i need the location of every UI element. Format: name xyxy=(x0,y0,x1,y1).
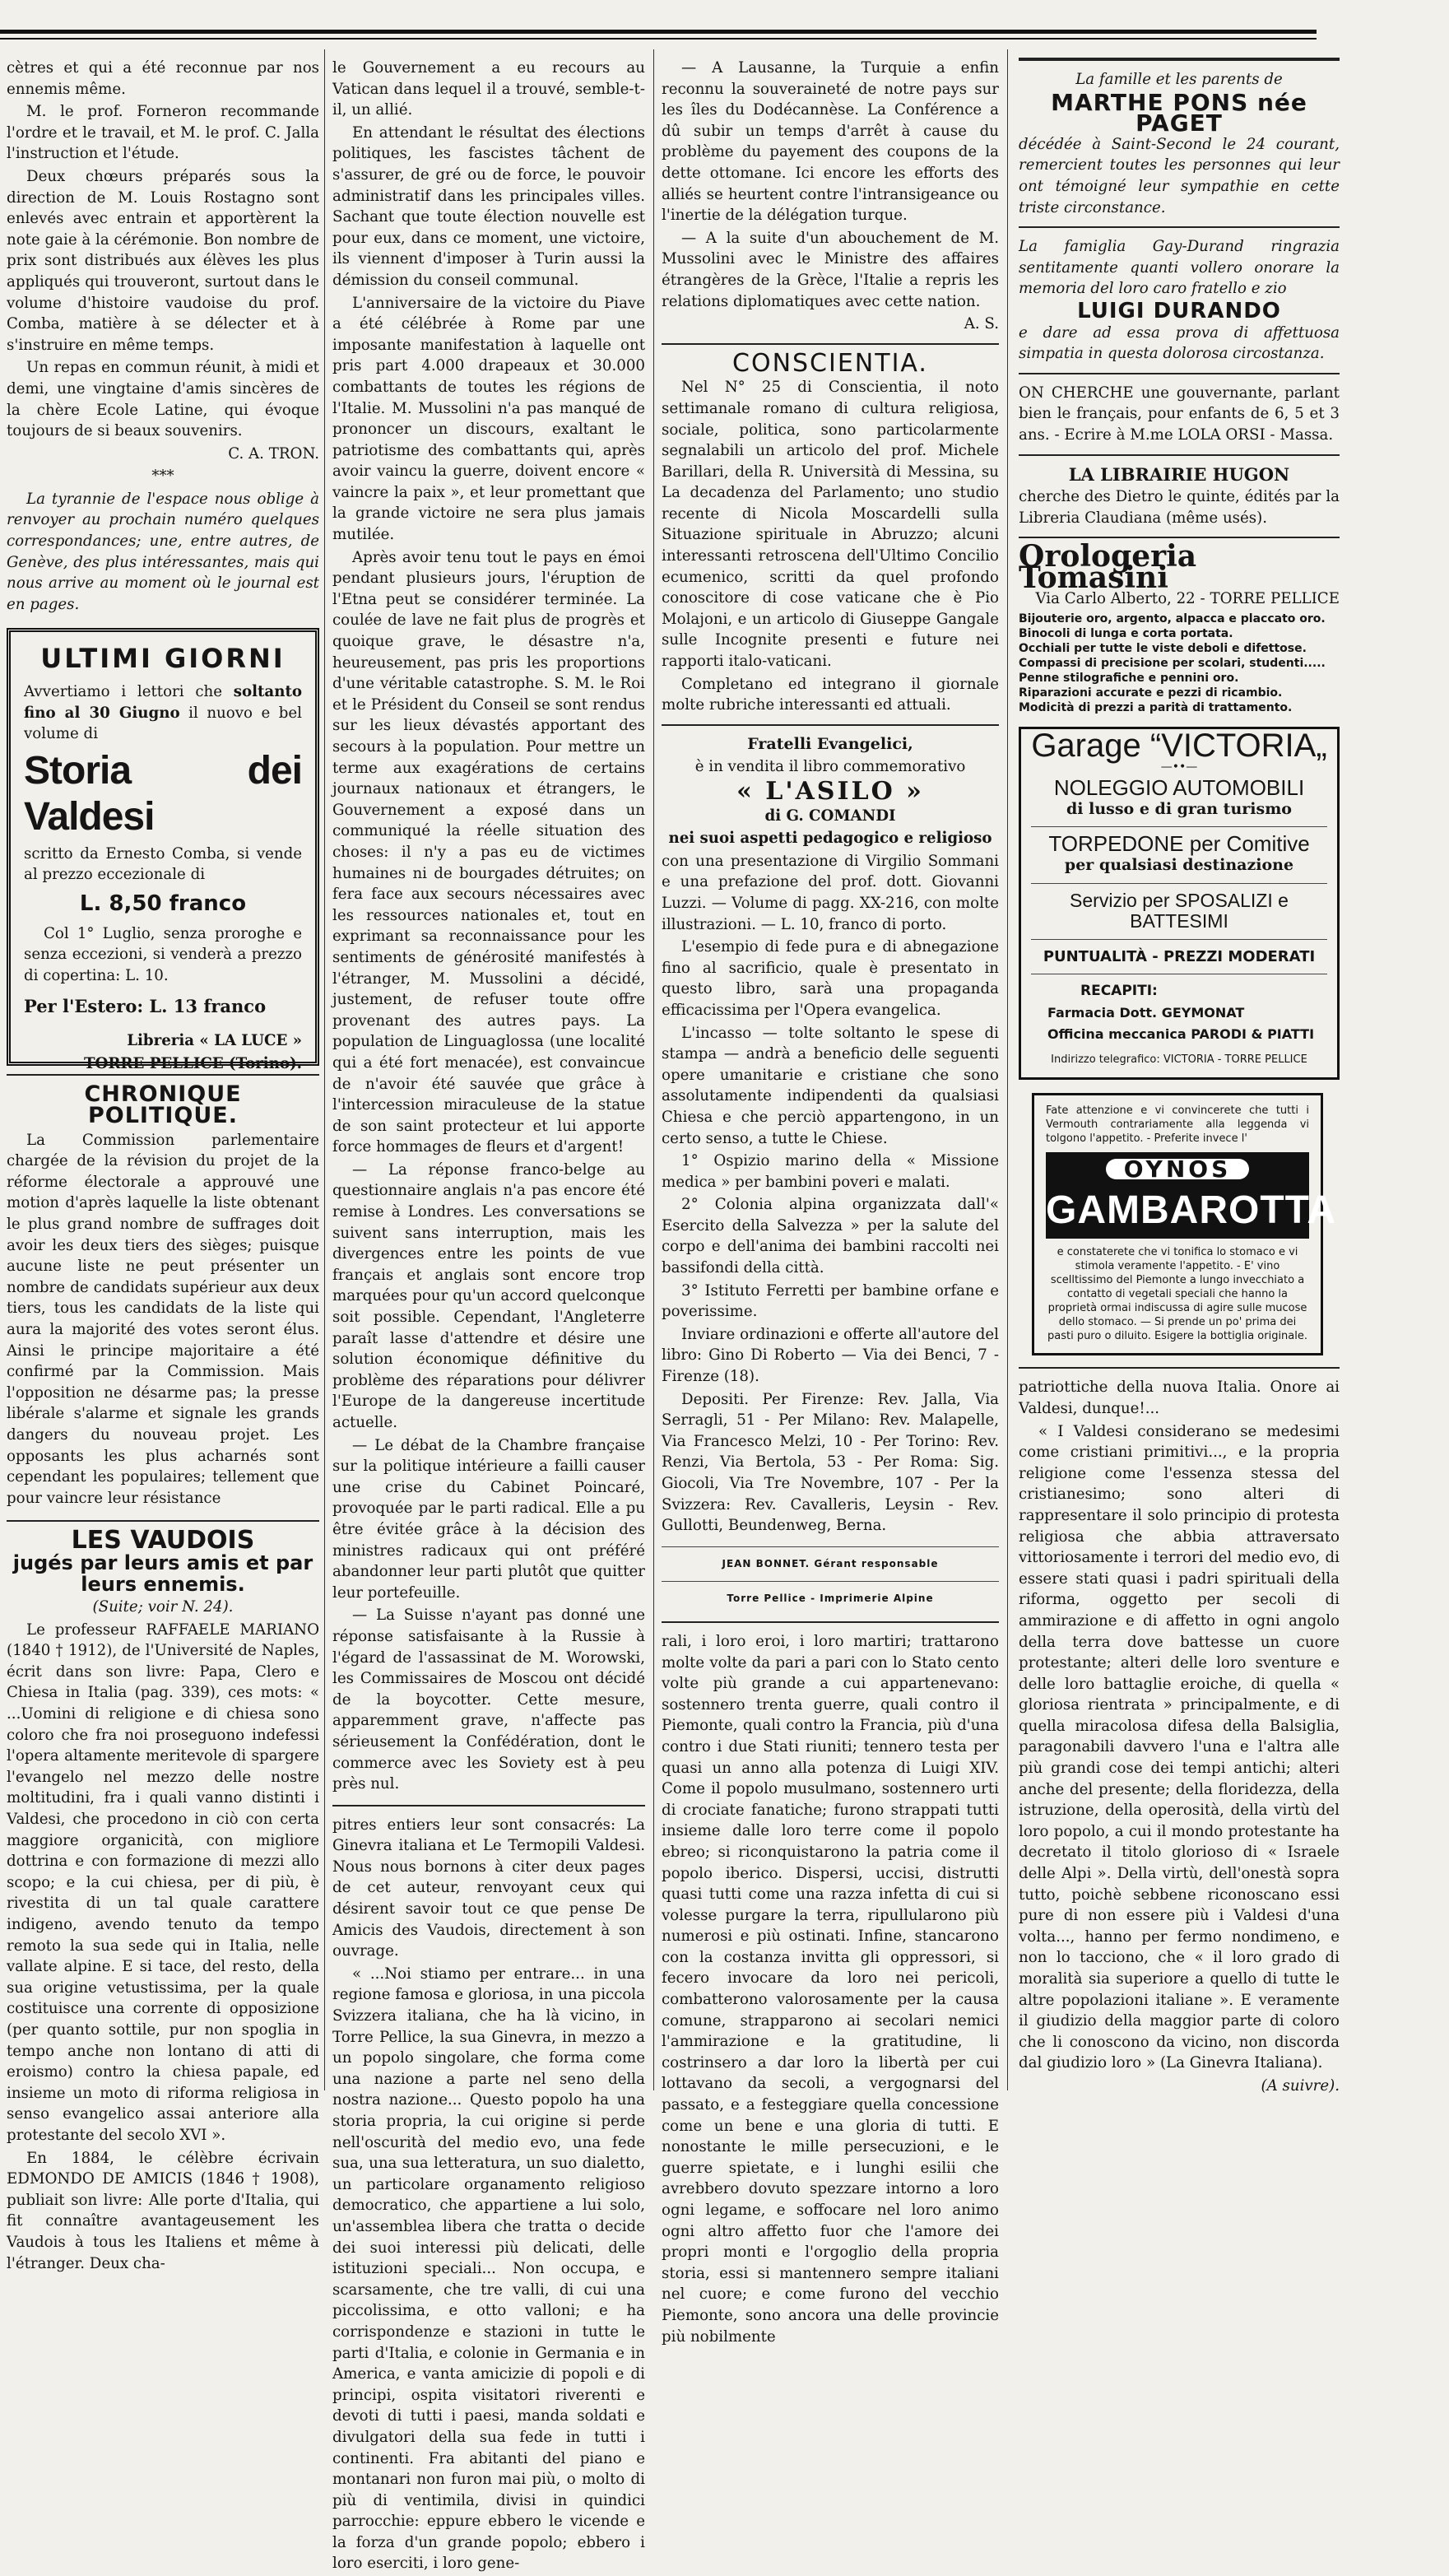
ad-text: Fate attenzione e vi convincerete che tutti i Vermouth contrariamente alla leggenda vi tolgono l'appetito. - Preferite invece l' xyxy=(1046,1104,1309,1145)
divider xyxy=(662,724,999,726)
paragraph: L'anniversaire de la victoire du Piave a été célébrée à Rome par une imposante manifestation à laquelle ont pris part 4.000 drapeaux et 30.000 combattants de toutes les régions de l'Italie. M. Mussolini n'a pas manqué de prononcer un discours, exaltant le patriotisme des combattants qui, après avoir vaincu la guerre, doivent encore « vaincre la paix », et leur promettant que la grande victoire ne sera plus jamais mutilée. xyxy=(332,294,645,544)
paragraph: — La Suisse n'ayant pas donné une réponse satisfaisante à la Russie à l'égard de l'assassinat de M. Worowski, les Commissaires de Moscou ont décidé de la boycotter. Cette mesure, apparemment grave, n'affecte pas sérieusement la Confédération, dont le commerce avec les Soviety est à peu près nul. xyxy=(332,1607,645,1793)
column-3 xyxy=(662,58,999,2349)
ad-heading: Orologeria Tomasini xyxy=(1019,539,1197,595)
top-rule-thin xyxy=(0,38,1317,40)
section-title: LES VAUDOIS xyxy=(71,1526,255,1555)
section-subtitle: jugés par leurs amis et par leurs ennemis. xyxy=(12,1551,313,1596)
paragraph: rali, i loro eroi, i loro martiri; trattarono molte volte da pari a pari con lo Stato cento volte più grande a cui appartenevano: sostennero trenta guerre, quali contro il Piemonte, quali contro la Francia, più d'una contro i due Stati riuniti; tennero testa per quasi un anno alla potenza di Luigi XIV. Come il popolo musulmano, sostennero urti di crociate fanatiche; furono strappati tutti insieme dalle loro terre come il popolo ebreo; si riconquistarono la patria come il popolo iberico. Dispersi, uccisi, distrutti quasi tutti come una razza infetta di cui si volesse purgare la terra, ripullularono più numerosi e più ostinati. Infine, stancarono con la costanza invitta gli oppressori, si fecero invocare da loro nei pericoli, combatterono valorosamente per la causa comune, strapparono ai secolari nemici l'ammirazione e la gratitudine, li costrinsero a dar loro la libertà per cui lottavano da secoli, a vergognarsi del passato, e a festeggiare quella concessione come un bene e una gloria di tutti. E nonostante le mille persecuzioni, e le guerre spietate, e i lunghi esilii che avrebbero dovuto spezzare intorno a loro ogni legame, e soffocare nel loro animo ogni altro affetto fuor che l'amore dei propri monti e l'orgoglio della propria storia, essi si mantennero sempre italiani nel cuore; e come furono del vecchio Piemonte, sono ancora una delle provincie più nobilmente xyxy=(662,1632,999,2346)
classified-ad: ON CHERCHE une gouvernante, parlant bien le français, pour enfants de 6, 5 et 3 ans. - Ecrire à M.me LOLA ORSI - Massa. xyxy=(1019,384,1340,444)
separator-stars: *** xyxy=(151,467,174,486)
paragraph: cètres et qui a été reconnue par nos ennemis même. xyxy=(7,59,319,98)
divider xyxy=(1019,454,1340,456)
divider xyxy=(662,1546,999,1547)
ad-list-item: Bijouterie oro, argento, alpacca e placcato oro. xyxy=(1019,612,1326,626)
ad-list-item: Compassi di precisione per scolari, studenti..... xyxy=(1019,657,1326,671)
column-divider xyxy=(653,49,654,2090)
ad-address: Via Carlo Alberto, 22 - TORRE PELLICE xyxy=(1035,590,1340,608)
paragraph: — Le débat de la Chambre française sur la politique intérieure a failli causer une crise du Cabinet Poincaré, provoquée par le parti radical. Elle a pu être évitée grâce à la décision des ministres radicaux qui ont préféré abandonner leur parti plutôt que quitter leur portefeuille. xyxy=(332,1436,645,1602)
ad-text-part: il nuovo e bel volume di xyxy=(24,704,302,743)
ornament: —••— xyxy=(1160,760,1198,774)
ad-text: Col 1° Luglio, senza proroghe e senza eccezioni, si venderà a prezzo di copertina: L. 10. xyxy=(24,924,302,984)
ad-line: Servizio per SPOSALIZI e BATTESIMI xyxy=(1070,889,1289,932)
ad-list-item: Riparazioni accurate e pezzi di ricambio. xyxy=(1019,686,1283,700)
ad-line: Farmacia Dott. GEYMONAT xyxy=(1047,1005,1245,1021)
ad-text-bold: soltanto fino al 30 Giugno xyxy=(24,683,302,722)
ad-text: scritto da Ernesto Comba, si vende al prezzo eccezionale di xyxy=(24,844,302,884)
ad-title: ULTIMI GIORNI xyxy=(40,643,286,675)
ad-list-item: Modicità di prezzi a parità di trattamento. xyxy=(1019,701,1293,715)
editorial-note: La tyrannie de l'espace nous oblige à renvoyer au prochain numéro quelques correspondances; une, entre autres, de Genève, des plus intéressantes, mais qui nous arrive au moment où le journal est en pages. xyxy=(7,490,319,613)
paragraph: L'esempio di fede pura e di abnegazione fino al sacrificio, quale è presentato in questo libro, sarà una propaganda efficacissima per l'Opera evangelica. xyxy=(662,938,999,1019)
paragraph: Inviare ordinazioni e offerte all'autore del libro: Gino Di Roberto — Via dei Benci, 7 - Firenze (18). xyxy=(662,1325,999,1386)
book-title: Storia dei Valdesi xyxy=(24,748,302,839)
paragraph: Deux chœurs préparés sous la direction de M. Louis Rostagno sont enlevés avec entrain et apportèrent la note gaie à la cérémonie. Bon nombre de prix sont distribués aux élèves les plus appliqués qui trouveront, surtout dans le volume d'histoire vaudoise du prof. Comba, matière à se délecter et à s'instruire en même temps. xyxy=(7,167,319,354)
paragraph: M. le prof. Forneron recommande l'ordre et le travail, et M. le prof. C. Jalla l'instruction et l'étude. xyxy=(7,103,319,163)
ad-address: TORRE PELLICE (Torino). xyxy=(83,1054,302,1072)
ad-line: per qualsiasi destinazione xyxy=(1064,856,1294,875)
paragraph: con una presentazione di Virgilio Sommani e una prefazione del prof. dott. Giovanni Luzzi. — Volume di pagg. XX-216, con molte illustrazioni. — L. 10, franco di porto. xyxy=(662,852,999,933)
ad-line: RECAPITI: xyxy=(1080,983,1158,1000)
section-title: CONSCIENTIA. xyxy=(732,348,928,378)
ad-ultimi-giorni xyxy=(7,628,319,1072)
divider xyxy=(332,1805,645,1806)
paragraph: patriottiche della nuova Italia. Onore ai Valdesi, dunque!... xyxy=(1019,1379,1340,1417)
ad-line: PUNTUALITÀ - PREZZI MODERATI xyxy=(1043,947,1316,965)
column-4 xyxy=(1019,58,1340,2099)
brand-band xyxy=(1046,1152,1337,1239)
paragraph: — A Lausanne, la Turquie a enfin reconnu la souveraineté de notre pays sur les îles du Dodécannèse. La Conférence a dû subir un temps d'arrêt à cause du problème du payement des coupons de la dette ottomane. Ici encore les efforts des alliés se heurtent contre l'intransigeance ou l'inertie de la délégation turque. xyxy=(662,59,999,225)
paragraph: Nel N° 25 di Conscientia, il noto settimanale romano di cultura religiosa, sociale, politica, sono particolarmente segnalabili un articolo del prof. Michele Barillari, della R. Università di Messina, su La decadenza del Parlamento; uno studio recente di Nicola Moscardelli sulla Situazione spirituale in Abruzzo; alcuni interessanti retroscena dell'Ultimo Concilio ecumenico, scritti da quel profondo conoscitore di cose vaticane che è Pio Molajoni, e un articolo di Giuseppe Gangale sulle Incognite presenti e future nei rapporti italo-vaticani. xyxy=(662,379,999,671)
notice-name: MARTHE PONS née PAGET xyxy=(1051,88,1307,137)
paragraph: pitres entiers leur sont consacrés: La Ginevra italiana et Le Termopili Valdesi. Nous nous bornons à citer deux pages de cet auteur, renvoyant ceux qui désirent savoir tout ce que pense De Amicis des Vaudois, directement à son ouvrage. xyxy=(332,1816,645,1960)
paragraph: — La réponse franco-belge au questionnaire anglais n'a pas encore été remise à Londres. Les conversations se suivent sans interruption, mais les divergences entre les points de vue français et anglais sont encore trop marquées pour qu'un accord quelconque soit possible. Cependant, l'Angleterre paraît lasse d'attendre et désire une solution économique définitive du problème des réparations pour délivrer l'Europe de la dangereuse incertitude actuelle. xyxy=(332,1160,645,1431)
ad-price-abroad: Per l'Estero: L. 13 franco xyxy=(24,996,267,1017)
paragraph: Un repas en commun réunit, à midi et demi, une vingtaine d'amis sincères de la chère Ecole Latine, qui évoque toujours de si beaux souvenirs. xyxy=(7,359,319,440)
to-be-continued: (A suivre). xyxy=(1261,2076,1340,2095)
suite-note: (Suite; voir N. 24). xyxy=(92,1598,234,1616)
ad-list xyxy=(1019,611,1340,715)
ad-heading: Garage “VICTORIA„ xyxy=(1031,728,1327,765)
book-subtitle: nei suoi aspetti pedagogico e religioso xyxy=(668,830,992,848)
paragraph: Après avoir tenu tout le pays en émoi pendant plusieurs jours, l'éruption de l'Etna peut se considérer terminée. La coulée de lave ne fait plus de progrès et quoique grave, le désastre n'a, heureusement, pas pris les proportions d'une véritable catastrophe. S. M. le Roi et le Président du Conseil se sont rendus sur les lieux dévastés apportant des secours à la population. Pour mettre un terme aux exagérations de certains journaux nationaux et étrangers, le Gouvernement a exposé dans un communiqué la réelle situation des choses: il n'y a pas eu de victimes humaines ni de bourgades détruites; on fera face aux secours nécessaires avec les ressources nationales et, tout en exprimant sa reconnaissance pour les sentiments de générosité manifestés à l'étranger, M. Mussolini a décidé, justement, de refuser toute offre provenant des autres pays. La population de Linguaglossa (une localité qui a été fort menacée), est convaincue de n'avoir été sauvée que grâce à l'intercession miraculeuse de la statue de son saint protecteur et lui apporte force hommages de fleurs et d'argent! xyxy=(332,548,645,1156)
ad-publisher: Libreria « LA LUCE » xyxy=(127,1031,302,1049)
gerant-line: JEAN BONNET. Gérant responsable xyxy=(722,1557,939,1569)
ad-heading: Fratelli Evangelici, xyxy=(747,734,913,753)
ad-list-item: Occhiali per tutte le viste deboli e difettose. xyxy=(1019,642,1307,656)
paragraph: « ...Noi stiamo per entrare... in una regione famosa e gloriosa, in una piccola Svizzera italiana, che ha là vicino, in Torre Pellice, la sua Ginevra, in mezzo a un popolo singolare, che forma come una nazione a parte nel seno della nostra nazione... Questo popolo ha una storia propria, la cui origine si perde nell'oscurità del medio evo, una fede sua, una sua letteratura, un suo dialetto, un particolare organamento religioso democratico, che appartiene a lui solo, un'assemblea libera che tratta o decide dei suoi interessi più delicati, delle istituzioni speciali... Non occupa, e scarsamente, che tre valli, di cui una piccolissima, e otto valloni; e ha corrispondenze e stazioni in tutte le parti d'Italia, e colonie in Germania e in America, e vanta amicizie di popoli e di principi, ospita visitatori riverenti e devoti di tutti i paesi, manda soldati e divulgatori della sua fede in tutti i continenti. Fra abitanti del piano e montanari non furon mai più, o molto di più di ventimila, divisi in quindici parrocchie: eppure ebbero le vicende e la forza d'un grande popolo; ebbero i loro eserciti, i loro gene- xyxy=(332,1965,645,2573)
top-rule xyxy=(0,30,1317,34)
book-author: di G. COMANDI xyxy=(764,807,896,825)
ad-line: Officina meccanica PARODI & PIATTI xyxy=(1047,1025,1315,1042)
divider xyxy=(662,343,999,345)
brand-gambarotta: GAMBAROTTA xyxy=(1046,1188,1337,1233)
signature: C. A. TRON. xyxy=(228,444,319,463)
printer-line: Torre Pellice - Imprimerie Alpine xyxy=(727,1593,934,1605)
ad-text xyxy=(24,681,302,745)
notice-text: décédée à Saint-Second le 24 courant, remercient toutes les personnes qui leur ont témoigné leur sympathie en cette triste circonstance. xyxy=(1019,135,1340,216)
paragraph: le Gouvernement a eu recours au Vatican dans lequel il a trouvé, semble-t-il, un allié. xyxy=(332,59,645,119)
paragraph: « I Valdesi considerano se medesimi come cristiani primitivi..., e la propria religione come l'essenza stessa del cristianesimo; sono alteri di rappresentare il solo principio di protesta religiosa che abbia attraversato vittoriosamente i terrori del medio evo, di essere stati quasi i padri spirituali della riforma, oggetto per secoli di ammirazione e di affetto in ogni angolo della terra dove battesse un cuore protestante; alteri delle loro sventure e delle loro battaglie eroiche, di quella « gloriosa rientrata » principalmente, e di quella miracolosa difesa della Balsiglia, paragonabili davvero l'una e l'altra alle più grandi cose dei tempi antichi; alteri anche del presente; della floridezza, della istruzione, della operosità, della virtù del loro popolo, a cui il mondo protestante ha decretato il titolo glorioso di « Israele delle Alpi ». Della virtù, dell'onestà sopra tutto, poichè sebbene riconoscano essi pure di non essere più i Valdesi d'una volta..., hanno per fermo nondimeno, e non lo tacciono, che « il loro grado di moralità sia superiore a quello di tutte le altre popolazioni italiane ». E veramente il giudizio della maggior parte di coloro che li conoscono da vicino, non discorda dal giudizio loro » (La Ginevra Italiana). xyxy=(1019,1422,1340,2072)
divider xyxy=(7,1520,319,1522)
ad-gambarotta xyxy=(1032,1093,1337,1356)
ad-line: TORPEDONE per Comitive xyxy=(1048,831,1310,857)
divider xyxy=(662,1621,999,1623)
paragraph: Le professeur RAFFAELE MARIANO (1840 † 1912), de l'Université de Naples, écrit dans son livre: Papa, Clero e Chiesa in Italia (pag. 339), ces mots: « ...Uomini di religione e di chiesa sono coloro che fra noi proseguono indefessi l'opera altamente meritevole di spargere l'evangelo nel mezzo delle nostre moltitudini, fra i quali vanno distinti i Valdesi, che procedono in ciò con certa maggiore organicità, con migliore dottrina e con formazione di mezzi allo scopo; e la cui chiesa, per di più, è rivestita di un tal quale carattere indigeno, avendo tenuto da tempo remoto la sua sede qui in Italia, nelle vallate alpine. E si tace, del resto, della sua origine vetustissima, per la quale costituisce una corrente di opposizione (per quanto sottile, pur non spoglia in tempo anche non lontano di atti di eroismo) contro la chiesa papale, ed insieme un moto di riforma religiosa in senso evangelico assai anteriore alla protestante del secolo XVI ». xyxy=(7,1620,319,2144)
column-divider xyxy=(1007,49,1008,2090)
signature: A. S. xyxy=(964,315,999,333)
ad-list-item: Binocoli di lunga e corta portata. xyxy=(1019,627,1233,641)
divider xyxy=(7,1074,319,1076)
paragraph: Depositi. Per Firenze: Rev. Jalla, Via Serragli, 51 - Per Milano: Rev. Malapelle, Via Francesco Melzi, 10 - Per Torino: Rev. Renzi, Via Bertola, 53 - Per Roma: Sig. Giocoli, Via Tre Novembre, 107 - Per la Svizzera: Rev. Cavalleris, Leysin - Rev. Gullotti, Beundenweg, Berna. xyxy=(662,1390,999,1535)
ad-text: cherche des Dietro le quinte, édités par la Libreria Claudiana (même usés). xyxy=(1019,488,1340,527)
paragraph: 2° Colonia alpina organizzata dall'« Esercito della Salvezza » per la salute del corpo e dell'anima dei bambini raccolti nei bassifondi della città. xyxy=(662,1196,999,1277)
column-divider xyxy=(324,49,325,2090)
divider xyxy=(1019,1367,1340,1369)
divider xyxy=(1019,537,1340,538)
ad-line: NOLEGGIO AUTOMOBILI xyxy=(1053,775,1305,801)
ad-line: Indirizzo telegrafico: VICTORIA - TORRE PELLICE xyxy=(1051,1053,1307,1067)
book-title: « L'ASILO » xyxy=(736,777,924,806)
notice-text: La famiglia Gay-Durand ringrazia sentitamente quanti vollero onorare la memoria del loro caro fratello e zio xyxy=(1019,238,1340,298)
divider xyxy=(1031,883,1327,884)
ad-list-item: Penne stilografiche e pennini oro. xyxy=(1019,672,1239,686)
divider xyxy=(662,1581,999,1582)
notice-name: LUIGI DURANDO xyxy=(1077,298,1281,323)
paragraph: Completano ed integrano il giornale molte rubriche interessanti ed attuali. xyxy=(662,675,999,714)
divider xyxy=(1019,58,1340,61)
paragraph: En attendant le résultat des élections politiques, les fascistes tâchent de s'assurer, de gré ou de force, le pouvoir administratif dans les principales villes. Sachant que toute élection nouvelle est pour eux, dans ce moment, une victoire, ils viennent d'imposer à Turin aussi la démission du conseil communal. xyxy=(332,123,645,289)
paragraph: L'incasso — tolte soltanto le spese di stampa — andrà a beneficio delle seguenti opere umanitarie e cristiane che sono assolutamente indipendenti da qualsiasi Chiesa e che perciò appartengono, in un certo senso, a tutte le Chiese. xyxy=(662,1024,999,1147)
ad-text: è in vendita il libro commemorativo xyxy=(694,758,966,776)
column-2 xyxy=(332,58,645,2576)
ad-line: di lusso e di gran turismo xyxy=(1066,799,1292,818)
ad-price: L. 8,50 franco xyxy=(79,891,247,916)
paragraph: — A la suite d'un abouchement de M. Mussolini avec le Ministre des affaires étrangères de la Grèce, l'Italie a repris les relations diplomatiques avec cette nation. xyxy=(662,229,999,310)
notice-text: e dare ad essa prova di affettuosa simpatia in questa dolorosa circostanza. xyxy=(1019,323,1340,363)
paragraph: La Commission parlementaire chargée de la révision du projet de la réforme électorale a approuvé une motion d'après laquelle la liste obtenant le plus grand nombre de suffrages doit avoir les deux tiers des sièges; puisque aucune liste ne peut présenter un nombre de candidats supérieur aux deux tiers, tous les candidats de la liste qui aura la majorité des votes seront élus. Ainsi le principe majoritaire a été confirmé par la Commission. Mais l'opposition ne désarme pas; la presse libérale s'alarme et signale les grands dangers du nouveau projet. Les opposants les plus acharnés sont cependant les populaires; tellement que pour vaincre leur résistance xyxy=(7,1131,319,1507)
divider xyxy=(1031,826,1327,827)
ad-text: e constaterete che vi tonifica lo stomaco e vi stimola veramente l'appetito. - E' vino scelltissimo del Piemonte a lungo invecchiato a contatto di vegetali speciali che hanno la proprietà ormai indiscussa di agire sulle mucose dello stomaco. — Si prende un po' prima dei pasti puro o diluito. Esigere la bottiglia originale. xyxy=(1047,1246,1308,1343)
section-title: CHRONIQUE POLITIQUE. xyxy=(84,1081,242,1129)
notice-text: La famille et les parents de xyxy=(1075,71,1283,88)
brand-oynos: OYNOS xyxy=(1106,1159,1249,1180)
divider xyxy=(1019,226,1340,228)
paragraph: En 1884, le célèbre écrivain EDMONDO DE AMICIS (1846 † 1908), publiait son livre: Alle porte d'Italia, qui fit connaître avantageusement les Vaudois à tous les Italiens et même à l'étranger. Deux cha- xyxy=(7,2149,319,2272)
paragraph: 1° Ospizio marino della « Missione medica » per bambini poveri e malati. xyxy=(662,1152,999,1191)
ad-heading: LA LIBRAIRIE HUGON xyxy=(1068,463,1290,485)
divider xyxy=(1019,373,1340,374)
divider xyxy=(1031,939,1327,940)
column-1 xyxy=(7,58,319,2276)
ad-victoria xyxy=(1019,727,1340,1080)
ad-text-part: Avvertiamo i lettori che xyxy=(24,683,222,701)
paragraph: 3° Istituto Ferretti per bambine orfane e poverissime. xyxy=(662,1281,999,1321)
